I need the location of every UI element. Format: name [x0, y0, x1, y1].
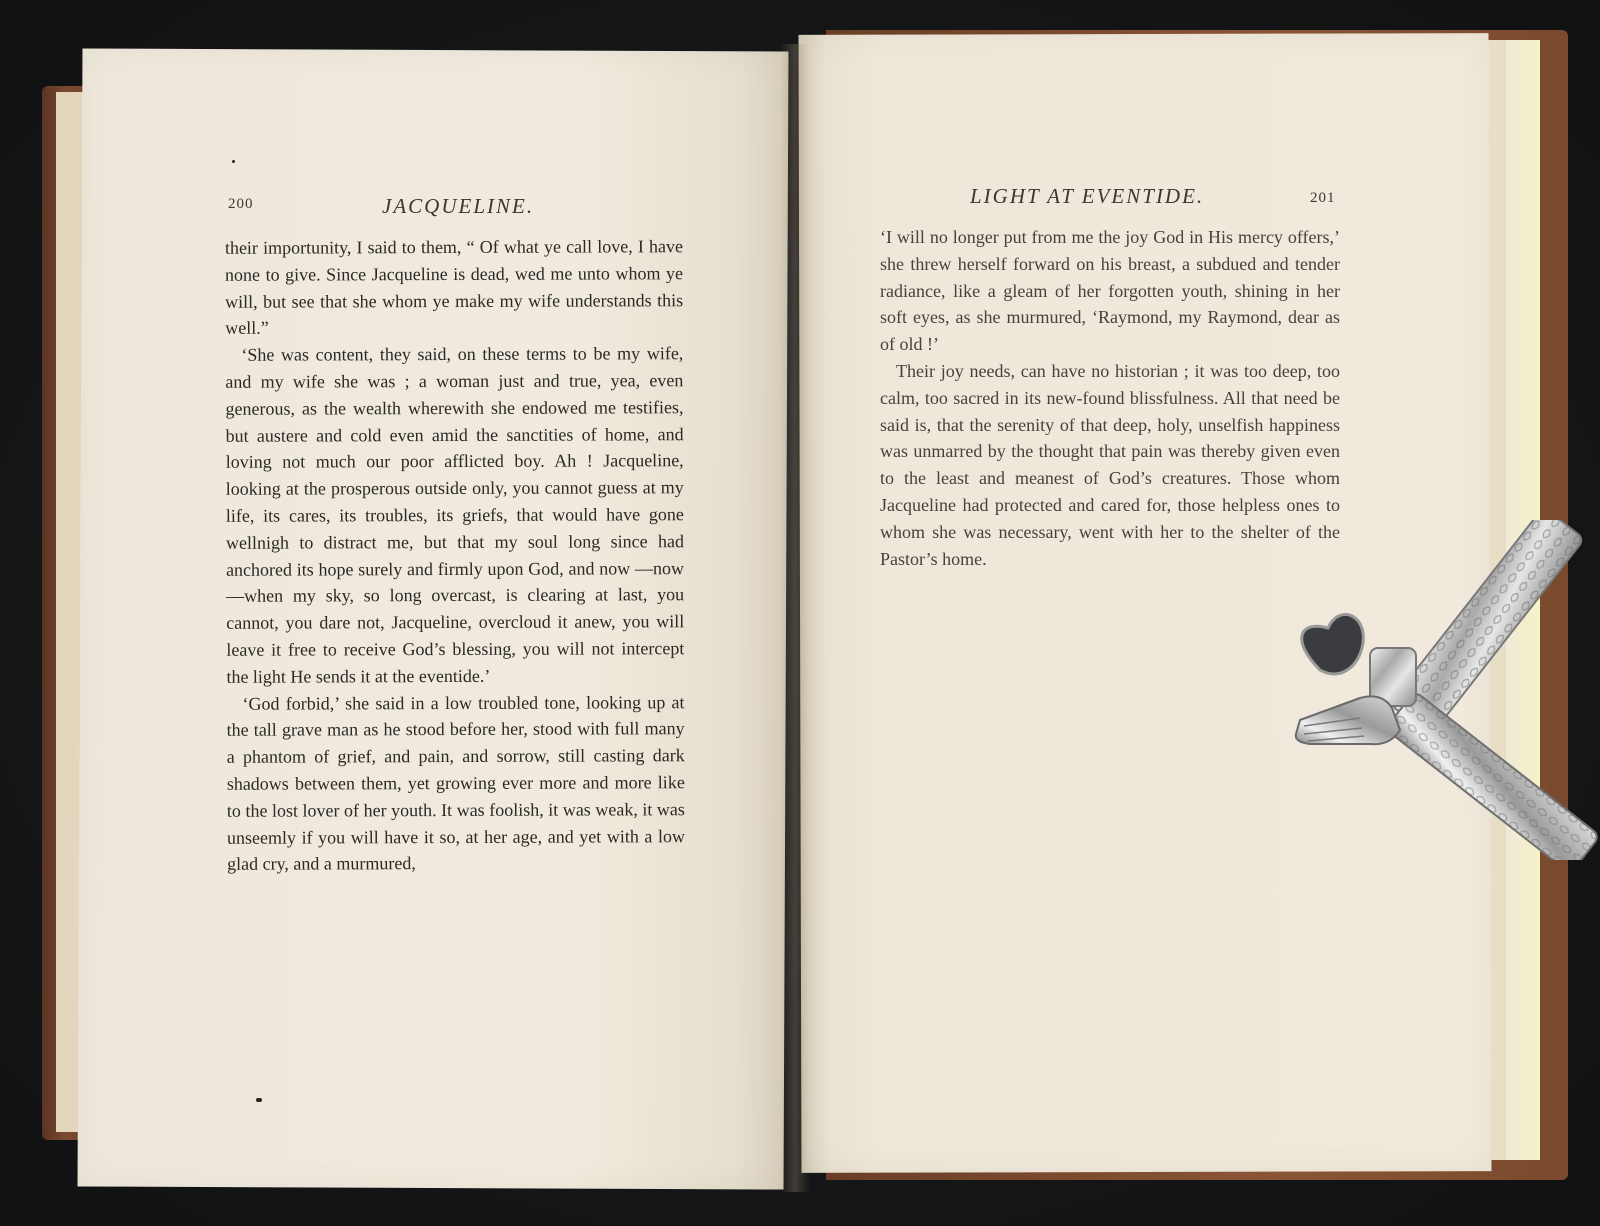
left-running-title: JACQUELINE.	[382, 194, 535, 218]
page-clip-hand-icon	[1290, 520, 1600, 860]
right-page-number: 201	[1310, 190, 1336, 206]
ink-speck	[256, 1098, 262, 1102]
left-page-text	[225, 233, 685, 878]
paragraph: ‘God forbid,’ she said in a low troubled tone, looking up at the tall grave man as he stood before her, stood with full many a phantom of grief, and pain, and sorrow, still casting dark shadows between them, yet growing ever more and more like to the lost lover of her youth. It was foolish, it was weak, it was unseemly if you will have it so, at her age, and yet with a low glad cry, and a murmured,	[226, 691, 686, 875]
paragraph: their importunity, I said to them, “ Of what ye call love, I have none to give. Since Jacqueline is dead, wed me unto whom ye will, but see that she whom ye make my wife understands this well.”	[224, 236, 684, 339]
paragraph: Their joy needs, can have no historian ; it was too deep, too calm, too sacred in its new-found blissfulness. All that need be said is, that the serenity of that deep, holy, unselfish happiness was unmarred by the thought that pain was thereby given even to the least and meanest of God’s creatures. Those whom Jacqueline had protected and cared for, those helpless ones to whom she was necessary, went with her to the shelter of the Pastor’s home.	[880, 360, 1340, 569]
left-page-number: 200	[228, 196, 254, 212]
ink-speck	[232, 160, 235, 163]
right-running-title: LIGHT AT EVENTIDE.	[970, 184, 1205, 208]
paragraph: ‘She was content, they said, on these terms to be my wife, and my wife she was ; a woman just and true, yea, even generous, as the wealth wherewith she endowed me testifies, but austere and cold even amid the sanctities of home, and loving not much our poor afflicted boy. Ah ! Jacqueline, looking at the prosperous outside only, you cannot guess at my life, its cares, its troubles, its griefs, that would have gone wellnigh to distract me, but that my soul long since had anchored its hope surely and firmly upon God, and now —now—when my sky, so long overcast, is clearing at last, you cannot, you dare not, Jacqueline, overcloud it anew, you will leave it free to receive God’s blessing, you will not intercept the light He sends it at the eventide.’	[225, 343, 685, 687]
book-gutter	[780, 44, 810, 1192]
paragraph: ‘I will no longer put from me the joy God in His mercy offers,’ she threw herself forward on his breast, a subdued and tender radiance, like a gleam of her forgotten youth, shining in her soft eyes, as she murmured, ‘Raymond, my Raymond, dear as of old !’	[880, 227, 1340, 355]
right-page-text	[880, 224, 1340, 572]
